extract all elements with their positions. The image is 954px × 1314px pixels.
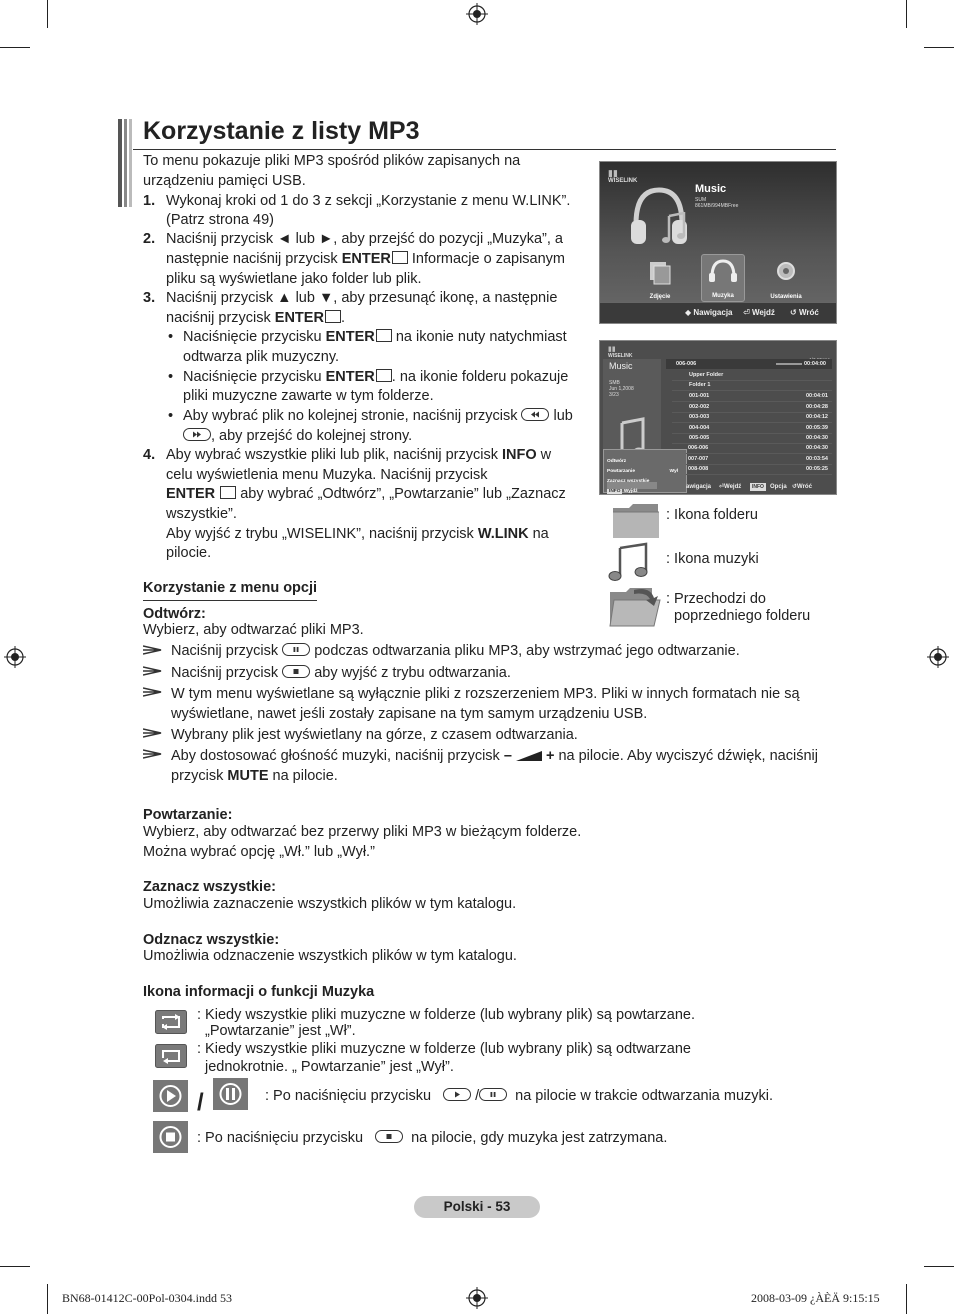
bullet-3-line-1 xyxy=(183,407,573,427)
bullet-text: Naciśnięcie przycisku xyxy=(183,369,326,385)
wiselink-brand: WISELINK xyxy=(608,178,638,184)
repeat-option-desc-2: Można wybrać opcję „Wł.” lub „Wył.” xyxy=(143,844,375,860)
nav-bar xyxy=(600,302,836,323)
option-exit-row[interactable] xyxy=(607,482,657,494)
note-mp3-only-2: wyświetlane, nawet jeśli zostały zapisane na tym samym urządzeniu USB. xyxy=(171,706,648,722)
desc-text: na pilocie w trakcie odtwarzania muzyki. xyxy=(515,1088,774,1104)
step-2-text: Informacje o zapisanym xyxy=(407,251,566,267)
bullet-text: Aby wybrać plik no kolejnej stronie, naciśnij przycisk xyxy=(183,408,522,424)
list-item-selected[interactable] xyxy=(686,443,832,454)
note-text: aby wyjść z trybu odtwarzania. xyxy=(310,665,511,681)
file-name: 003-003 xyxy=(689,414,710,420)
note-text: na pilocie. xyxy=(268,768,338,784)
bullet-1-line-1 xyxy=(183,328,567,348)
photo-icon xyxy=(644,256,676,286)
registration-mark-icon xyxy=(466,3,488,25)
repeat-off-desc-1: : Kiedy wszystkie pliki muzyczne w folderze (lub wybrany plik) są odtwarzane xyxy=(197,1041,691,1057)
step-2-line-1: Naciśnij przycisk ◄ lub ►, aby przejść do pozycji „Muzyka”, a xyxy=(166,231,563,247)
page-title: Korzystanie z listy MP3 xyxy=(143,117,420,145)
crop-mark xyxy=(906,0,907,28)
legend-folder-label: : Ikona folderu xyxy=(666,507,758,523)
note-arrow-icon xyxy=(143,666,163,676)
nav-hint-enter: ⏎ Wejdź xyxy=(743,308,775,317)
play-option-desc: Wybierz, aby odtwarzać pliki MP3. xyxy=(143,622,364,638)
menu-item-label: Zdjęcie xyxy=(649,293,671,300)
nav-hint-return: ↺ Wróć xyxy=(790,308,819,317)
pause-button-icon xyxy=(282,643,310,656)
enter-icon xyxy=(376,329,392,342)
sidebar-title: Music xyxy=(609,361,633,371)
now-playing-title: 006-006 xyxy=(676,361,697,367)
bullet-text: , aby przejść do kolejnej strony. xyxy=(211,428,413,444)
options-heading: Korzystanie z menu opcji xyxy=(143,579,317,601)
bullet-2-line-1 xyxy=(183,368,568,388)
registration-mark-icon xyxy=(466,1287,488,1309)
wiselink-brand: WISELINK xyxy=(608,353,633,359)
note-text: przycisk xyxy=(171,768,228,784)
step-3-text: naciśnij przycisk xyxy=(166,310,275,326)
play-pause-desc xyxy=(265,1087,773,1107)
footer-timestamp: 2008-03-09 ¿ÀÈÄ 9:15:15 xyxy=(751,1291,880,1305)
volume-minus: – xyxy=(503,748,512,764)
step-2-line-3: pliku są wyświetlane jako folder lub plik. xyxy=(166,271,422,287)
step-4-text: Aby wybrać wszystkie pliki lub plik, naciśnij przycisk xyxy=(166,447,503,463)
legend-back-label-2: poprzedniego folderu xyxy=(674,608,811,624)
page-number-badge: Polski - 53 xyxy=(414,1196,540,1218)
intro-text: To menu pokazuje pliki MP3 spośród plików zapisanych na urządzeniu pamięci USB. xyxy=(143,153,521,189)
menu-item-label: Ustawienia xyxy=(770,293,802,300)
step-4-text: na xyxy=(528,526,549,542)
step-1-line-2: (Patrz strona 49) xyxy=(166,212,274,228)
crop-mark xyxy=(924,1266,954,1267)
nav-label: Wejdź xyxy=(751,308,775,317)
step-4-line-2: celu wyświetlenia menu Muzyka. Naciśnij przycisk xyxy=(166,467,488,483)
folder-icon xyxy=(611,500,661,540)
step-4-text: aby wybrać „Odtwórz”, „Powtarzanie” lub „Zaznacz xyxy=(236,486,566,502)
info-tag: INFO xyxy=(609,489,621,494)
device-capacity: 861MB/994MBFree xyxy=(695,203,739,209)
play-button-icon xyxy=(443,1088,471,1101)
wiselink-logo: ▮▮ WISELINK xyxy=(608,346,633,359)
note-arrow-icon xyxy=(143,687,163,697)
file-time: 00:03:54 xyxy=(805,456,828,462)
bullet-3-line-2 xyxy=(183,427,412,447)
file-name: 007-007 xyxy=(688,456,709,462)
step-2-text: następnie naciśnij przycisk xyxy=(166,251,342,267)
pause-button-icon xyxy=(479,1088,507,1101)
desc-text: / xyxy=(475,1088,480,1104)
step-1-line-1: Wykonaj kroki od 1 do 3 z sekcji „Korzystanie z menu W.LINK”. xyxy=(166,193,571,209)
bullet-text: . na ikonie folderu pokazuje xyxy=(391,369,569,385)
note-text: na pilocie. Aby wyciszyć dźwięk, naciśnij xyxy=(554,748,818,764)
sidebar-info: SMB xyxy=(609,380,620,386)
nav-label: Wejdź xyxy=(724,484,742,490)
menu-item-label: Muzyka xyxy=(712,292,734,299)
menu-item-settings[interactable] xyxy=(766,256,806,300)
deselect-all-desc: Umożliwia odznaczenie wszystkich plików w tym katalogu. xyxy=(143,948,517,964)
now-playing-bar xyxy=(666,359,832,369)
crop-mark xyxy=(924,47,954,48)
deselect-all-title: Odznacz wszystkie: xyxy=(143,932,280,948)
repeat-on-desc-1: : Kiedy wszystkie pliki muzyczne w folderze (lub wybrany plik) są powtarzane. xyxy=(197,1007,696,1023)
info-icons-heading: Ikona informacji o funkcji Muzyka xyxy=(143,984,375,1000)
nav-label: awigacja xyxy=(686,484,712,490)
step-4-text: w xyxy=(536,447,552,463)
nav-label: Wróć xyxy=(798,308,819,317)
nav-bar xyxy=(686,480,836,494)
step-number: 4. xyxy=(143,447,156,463)
folder-row[interactable] xyxy=(672,380,832,391)
registration-mark-icon xyxy=(927,646,949,668)
repeat-option-title: Powtarzanie: xyxy=(143,807,233,823)
note-arrow-icon xyxy=(143,645,163,655)
file-time: 00:04:12 xyxy=(805,414,828,420)
repeat-off-desc-2: jednokrotnie. „ Powtarzanie” jest „Wył”. xyxy=(205,1059,454,1075)
play-pause-separator: / xyxy=(197,1089,204,1116)
enter-icon xyxy=(325,310,341,323)
step-number: 2. xyxy=(143,231,156,247)
file-name: 002-002 xyxy=(689,404,710,410)
list-item[interactable] xyxy=(686,464,832,475)
step-4-line-3 xyxy=(166,485,566,505)
step-number: 3. xyxy=(143,290,156,306)
enter-key-label: ENTER xyxy=(341,251,391,267)
bullet-dot: • xyxy=(168,408,174,424)
crop-mark xyxy=(0,47,30,48)
bullet-text: na ikonie nuty natychmiast xyxy=(391,329,567,345)
note-text: Naciśnij przycisk xyxy=(171,643,283,659)
step-4-line-5 xyxy=(166,525,549,545)
desc-text: na pilocie, gdy muzyka jest zatrzymana. xyxy=(411,1130,668,1146)
sidebar-info: Jun 1,2008 xyxy=(609,386,634,392)
repeat-option-desc-1: Wybierz, aby odtwarzać bez przerwy pliki MP3 w bieżącym folderze. xyxy=(143,824,582,840)
enter-icon xyxy=(376,369,392,382)
desc-text: : Po naciśnięciu przycisku xyxy=(197,1130,364,1146)
title-underline xyxy=(133,149,836,150)
step-number: 1. xyxy=(143,193,156,209)
progress-bar xyxy=(776,363,802,365)
option-label: Powtarzanie xyxy=(607,469,635,474)
nav-label: Nawigacja xyxy=(693,308,733,317)
wiselink-main-screenshot xyxy=(599,161,837,324)
step-3-line-1: Naciśnij przycisk ▲ lub ▼, aby przesunąć ikonę, a następnie xyxy=(166,290,558,306)
enter-icon xyxy=(392,251,408,264)
info-tag: INFO xyxy=(752,484,764,490)
step-4-text: Aby wyjść z trybu „WISELINK”, naciśnij przycisk xyxy=(166,526,478,542)
list-item[interactable] xyxy=(672,412,832,423)
nav-label: Wróć xyxy=(797,484,812,490)
file-time: 00:04:30 xyxy=(805,435,828,441)
file-name: 008-008 xyxy=(688,466,709,472)
note-text: podczas odtwarzania pliku MP3, aby wstrzymać jego odtwarzanie. xyxy=(310,643,740,659)
music-note-icon xyxy=(662,212,688,246)
wiselink-logo: ▮▮ WISELINK xyxy=(608,168,638,184)
pause-status-icon xyxy=(213,1078,248,1110)
note-text: Naciśnij przycisk xyxy=(171,665,283,681)
gear-icon xyxy=(766,256,806,286)
note-selected-file: Wybrany plik jest wyświetlany na górze, z czasem odtwarzania. xyxy=(171,727,578,743)
select-all-desc: Umożliwia zaznaczenie wszystkich plików w tym katalogu. xyxy=(143,896,517,912)
file-time: 00:04:28 xyxy=(805,404,828,410)
device-name: SUM xyxy=(695,197,707,203)
file-name: 004-004 xyxy=(689,425,710,431)
option-value: Wył xyxy=(669,469,678,474)
enter-key-label: ENTER xyxy=(166,486,216,502)
repeat-off-icon xyxy=(155,1044,187,1068)
enter-key-label: ENTER xyxy=(325,369,375,385)
nav-hint-enter: ⏎Wejdź xyxy=(719,484,742,490)
bullet-text: lub xyxy=(549,408,573,424)
file-time: 00:05:39 xyxy=(805,425,828,431)
stop-button-icon xyxy=(375,1130,403,1143)
desc-text: : Po naciśnięciu przycisku xyxy=(265,1088,432,1104)
note-pause xyxy=(171,642,740,662)
fast-forward-button-icon xyxy=(183,428,211,441)
registration-mark-icon xyxy=(4,646,26,668)
stop-button-icon xyxy=(282,665,310,678)
mute-key-label: MUTE xyxy=(227,768,269,784)
sidebar-info: 3/23 xyxy=(609,392,619,398)
bullet-text: Naciśnięcie przycisku xyxy=(183,329,326,345)
crop-mark xyxy=(906,1284,907,1314)
footer-file-info: BN68-01412C-00Pol-0304.indd 53 xyxy=(62,1291,233,1305)
title-decoration xyxy=(118,119,132,207)
wlink-key-label: W.LINK xyxy=(477,526,529,542)
step-4-line-4: wszystkie”. xyxy=(166,506,237,522)
music-title: Music xyxy=(695,183,727,195)
volume-plus: + xyxy=(545,748,555,764)
nav-hint-navigation: ◆ Nawigacja xyxy=(685,308,733,317)
music-note-icon xyxy=(608,542,652,582)
file-name: 005-005 xyxy=(689,435,710,441)
bullet-dot: • xyxy=(168,329,174,345)
menu-item-music[interactable] xyxy=(701,254,745,302)
music-list-screenshot xyxy=(599,340,837,495)
note-stop xyxy=(171,664,511,684)
enter-key-label: ENTER xyxy=(325,329,375,345)
nav-label: Opcja xyxy=(770,484,787,490)
option-play[interactable]: Odtwórz xyxy=(607,459,627,464)
crop-mark xyxy=(47,1284,48,1314)
play-option-title: Odtwórz: xyxy=(143,606,206,622)
note-text: Aby dostosować głośność muzyki, naciśnij przycisk xyxy=(171,748,504,764)
info-key-label: INFO xyxy=(502,447,537,463)
step-4-line-6: pilocie. xyxy=(166,545,212,561)
nav-hint-return: ↺Wróć xyxy=(792,484,812,490)
note-arrow-icon xyxy=(143,728,163,738)
repeat-on-desc-2: „Powtarzanie” jest „Wł”. xyxy=(205,1023,356,1039)
now-playing-time: 00:04:00 xyxy=(803,361,826,367)
rewind-button-icon xyxy=(521,408,549,421)
legend-back-label-1: : Przechodzi do xyxy=(666,591,766,607)
crop-mark xyxy=(47,0,48,28)
note-volume-1 xyxy=(171,747,818,767)
folder-name: Upper Folder xyxy=(689,372,724,378)
stop-status-icon xyxy=(153,1121,188,1153)
note-mp3-only-1: W tym menu wyświetlane są wyłącznie pliki z rozszerzeniem MP3. Pliki w innych formatach nie są xyxy=(171,686,800,702)
menu-item-photo[interactable] xyxy=(644,256,676,300)
step-3-text: . xyxy=(340,310,345,326)
file-time: 00:04:30 xyxy=(805,445,828,451)
bullet-1-line-2: odtwarza plik muzyczny. xyxy=(183,349,340,365)
file-time: 00:05:25 xyxy=(805,466,828,472)
volume-wedge-icon xyxy=(516,751,542,761)
crop-mark xyxy=(0,1266,30,1267)
file-name: 006-006 xyxy=(688,445,709,451)
note-volume-2 xyxy=(171,767,338,787)
step-2-line-2 xyxy=(166,250,565,270)
headphones-icon xyxy=(702,255,744,285)
enter-icon xyxy=(220,486,236,499)
note-arrow-icon xyxy=(143,749,163,759)
option-exit-label: Wyjdź xyxy=(623,489,638,494)
enter-key-label: ENTER xyxy=(274,310,324,326)
list-item[interactable] xyxy=(672,391,832,402)
select-all-title: Zaznacz wszystkie: xyxy=(143,879,276,895)
folder-name: Folder 1 xyxy=(689,382,711,388)
file-name: 001-001 xyxy=(689,393,710,399)
folder-back-icon xyxy=(606,584,664,630)
legend-music-label: : Ikona muzyki xyxy=(666,551,759,567)
play-status-icon xyxy=(153,1080,188,1112)
stop-desc xyxy=(197,1129,667,1149)
options-popup xyxy=(603,449,687,493)
bullet-2-line-2: pliki muzyczne zawarte w tym folderze. xyxy=(183,388,434,404)
step-4-line-1 xyxy=(166,446,551,466)
step-3-line-2 xyxy=(166,309,345,329)
file-time: 00:04:01 xyxy=(805,393,828,399)
bullet-dot: • xyxy=(168,369,174,385)
repeat-on-icon xyxy=(155,1010,187,1034)
